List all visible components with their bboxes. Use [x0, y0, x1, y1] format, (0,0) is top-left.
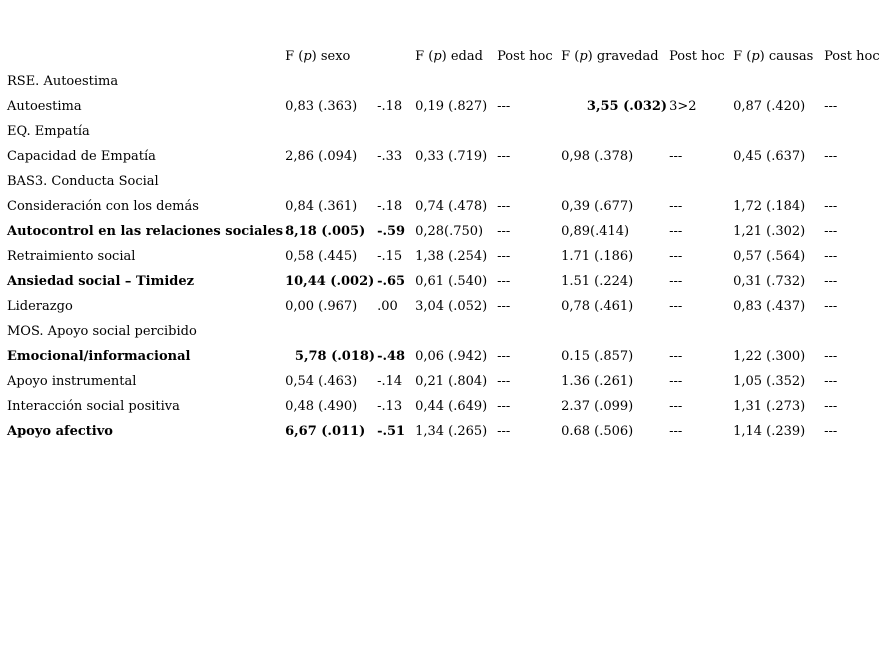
- f-sexo-cell: 8,18 (.005): [285, 224, 366, 239]
- f-edad-cell: 0,21 (.804): [415, 374, 488, 389]
- f-sexo-cell: 6,67 (.011): [285, 424, 366, 439]
- f-edad-cell: 0,28(.750): [415, 224, 484, 239]
- f-gravedad-cell: 1.51 (.224): [561, 274, 634, 289]
- posthoc-edad-cell: ---: [497, 224, 511, 239]
- table-row: [5, 394, 880, 419]
- effect-size-cell: -.14: [377, 374, 403, 389]
- f-gravedad-cell: 2.37 (.099): [561, 399, 634, 414]
- effect-size-cell: -.15: [377, 249, 403, 264]
- section-heading-row: [5, 69, 880, 94]
- section-heading-row: [5, 169, 880, 194]
- posthoc-causas-cell: ---: [824, 199, 838, 214]
- posthoc-edad-cell: ---: [497, 99, 511, 114]
- posthoc-edad-cell: ---: [497, 424, 511, 439]
- table-row: [5, 269, 880, 294]
- row-label: Consideración con los demás: [7, 199, 199, 214]
- f-causas-cell: 0,31 (.732): [733, 274, 806, 289]
- section-heading: EQ. Empatía: [7, 124, 90, 139]
- f-sexo-cell: 0,00 (.967): [285, 299, 358, 314]
- effect-size-cell: -.48: [377, 349, 406, 364]
- table-row: [5, 244, 880, 269]
- posthoc-causas-cell: ---: [824, 399, 838, 414]
- posthoc-causas-cell: ---: [824, 274, 838, 289]
- header-posthoc-causas-cell: Post hoc: [824, 49, 880, 64]
- row-label: Ansiedad social – Timidez: [7, 274, 195, 289]
- posthoc-gravedad-cell: ---: [669, 274, 683, 289]
- posthoc-causas-cell: ---: [824, 374, 838, 389]
- f-sexo-cell: 2,86 (.094): [285, 149, 358, 164]
- f-causas-cell: 0,45 (.637): [733, 149, 806, 164]
- table-row: [5, 369, 880, 394]
- f-causas-cell: 0,87 (.420): [733, 99, 806, 114]
- f-gravedad-cell: 3,55 (.032): [586, 99, 668, 114]
- header-posthoc-gravedad-cell: Post hoc: [669, 49, 725, 64]
- posthoc-causas-cell: ---: [824, 299, 838, 314]
- posthoc-edad-cell: ---: [497, 199, 511, 214]
- f-causas-cell: 1,72 (.184): [733, 199, 806, 214]
- table-row: [5, 419, 880, 444]
- f-sexo-cell: 0,58 (.445): [285, 249, 358, 264]
- f-causas-cell: 1,14 (.239): [733, 424, 806, 439]
- posthoc-gravedad-cell: ---: [669, 149, 683, 164]
- f-causas-cell: 1,21 (.302): [733, 224, 806, 239]
- posthoc-gravedad-cell: ---: [669, 199, 683, 214]
- f-edad-cell: 3,04 (.052): [415, 299, 488, 314]
- posthoc-causas-cell: ---: [824, 224, 838, 239]
- posthoc-edad-cell: ---: [497, 374, 511, 389]
- f-causas-cell: 1,31 (.273): [733, 399, 806, 414]
- f-sexo-cell: 5,78 (.018): [294, 349, 376, 364]
- section-heading: MOS. Apoyo social percibido: [7, 324, 197, 339]
- f-gravedad-cell: 0,39 (.677): [561, 199, 634, 214]
- f-causas-cell: 0,57 (.564): [733, 249, 806, 264]
- section-heading: RSE. Autoestima: [7, 74, 119, 89]
- effect-size-cell: -.51: [377, 424, 406, 439]
- posthoc-causas-cell: ---: [824, 249, 838, 264]
- f-edad-cell: 0,06 (.942): [415, 349, 488, 364]
- posthoc-gravedad-cell: ---: [669, 349, 683, 364]
- header-f-causas-cell: F (p) causas: [733, 49, 814, 64]
- posthoc-edad-cell: ---: [497, 299, 511, 314]
- f-edad-cell: 0,61 (.540): [415, 274, 488, 289]
- posthoc-edad-cell: ---: [497, 399, 511, 414]
- posthoc-gravedad-cell: ---: [669, 249, 683, 264]
- row-label: Retraimiento social: [7, 249, 136, 264]
- posthoc-gravedad-cell: ---: [669, 424, 683, 439]
- posthoc-edad-cell: ---: [497, 274, 511, 289]
- table-row: [5, 344, 880, 369]
- f-causas-cell: 1,05 (.352): [733, 374, 806, 389]
- section-heading-row: [5, 319, 880, 344]
- row-label: Interacción social positiva: [7, 399, 180, 414]
- row-label: Apoyo afectivo: [7, 424, 113, 439]
- header-row: [5, 44, 880, 69]
- posthoc-gravedad-cell: 3>2: [669, 99, 697, 114]
- header-effect-size-cell: [375, 44, 413, 69]
- posthoc-edad-cell: ---: [497, 349, 511, 364]
- f-sexo-cell: 0,54 (.463): [285, 374, 358, 389]
- f-gravedad-cell: 0,98 (.378): [561, 149, 634, 164]
- f-gravedad-cell: 1.36 (.261): [561, 374, 634, 389]
- row-label: Liderazgo: [7, 299, 73, 314]
- table-row: [5, 144, 880, 169]
- f-edad-cell: 0,19 (.827): [415, 99, 488, 114]
- effect-size-cell: -.65: [377, 274, 406, 289]
- f-gravedad-cell: 1.71 (.186): [561, 249, 634, 264]
- posthoc-edad-cell: ---: [497, 249, 511, 264]
- results-table-body: [5, 44, 880, 444]
- header-f-gravedad-cell: F (p) gravedad: [561, 49, 659, 64]
- posthoc-causas-cell: ---: [824, 99, 838, 114]
- f-gravedad-cell: 0.15 (.857): [561, 349, 634, 364]
- effect-size-cell: -.18: [377, 199, 403, 214]
- header-f-sexo-cell: F (p) sexo: [285, 49, 351, 64]
- f-edad-cell: 1,38 (.254): [415, 249, 488, 264]
- table-row: [5, 219, 880, 244]
- effect-size-cell: .00: [377, 299, 398, 314]
- f-gravedad-cell: 0.68 (.506): [561, 424, 634, 439]
- posthoc-gravedad-cell: ---: [669, 374, 683, 389]
- posthoc-causas-cell: ---: [824, 349, 838, 364]
- row-label: Emocional/informacional: [7, 349, 191, 364]
- table-row: [5, 294, 880, 319]
- effect-size-cell: -.18: [377, 99, 403, 114]
- posthoc-gravedad-cell: ---: [669, 399, 683, 414]
- posthoc-causas-cell: ---: [824, 424, 838, 439]
- row-label: Autoestima: [7, 99, 82, 114]
- table-row: [5, 94, 880, 119]
- f-gravedad-cell: 0,78 (.461): [561, 299, 634, 314]
- posthoc-gravedad-cell: ---: [669, 299, 683, 314]
- f-edad-cell: 0,44 (.649): [415, 399, 488, 414]
- effect-size-cell: -.13: [377, 399, 403, 414]
- f-edad-cell: 0,74 (.478): [415, 199, 488, 214]
- posthoc-gravedad-cell: ---: [669, 224, 683, 239]
- effect-size-cell: -.33: [377, 149, 403, 164]
- posthoc-edad-cell: ---: [497, 149, 511, 164]
- f-sexo-cell: 0,48 (.490): [285, 399, 358, 414]
- f-causas-cell: 1,22 (.300): [733, 349, 806, 364]
- results-table: [5, 44, 880, 444]
- f-edad-cell: 1,34 (.265): [415, 424, 488, 439]
- f-causas-cell: 0,83 (.437): [733, 299, 806, 314]
- section-heading: BAS3. Conducta Social: [7, 174, 159, 189]
- f-sexo-cell: 0,84 (.361): [285, 199, 358, 214]
- row-label: Apoyo instrumental: [7, 374, 137, 389]
- header-posthoc-edad-cell: Post hoc: [497, 49, 553, 64]
- f-sexo-cell: 10,44 (.002): [285, 274, 375, 289]
- f-gravedad-cell: 0,89(.414): [561, 224, 630, 239]
- row-label: Capacidad de Empatía: [7, 149, 156, 164]
- effect-size-cell: -.59: [377, 224, 406, 239]
- header-row-label: [5, 44, 283, 69]
- row-label: Autocontrol en las relaciones sociales: [7, 224, 284, 239]
- f-edad-cell: 0,33 (.719): [415, 149, 488, 164]
- table-row: [5, 194, 880, 219]
- posthoc-causas-cell: ---: [824, 149, 838, 164]
- f-sexo-cell: 0,83 (.363): [285, 99, 358, 114]
- section-heading-row: [5, 119, 880, 144]
- header-f-edad-cell: F (p) edad: [415, 49, 483, 64]
